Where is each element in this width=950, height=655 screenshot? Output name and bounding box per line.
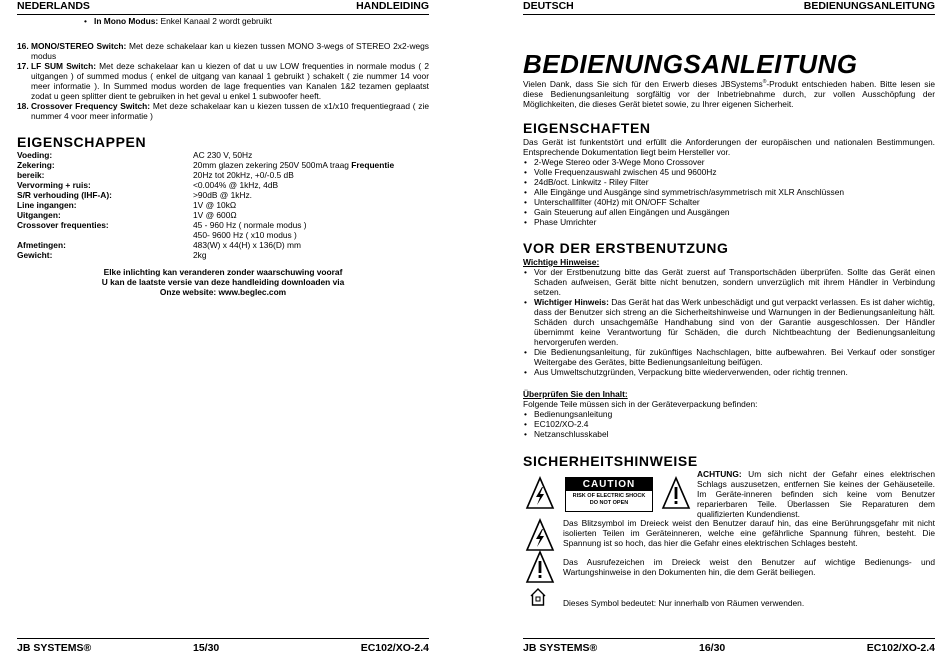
mono-mode-bullet — [83, 16, 429, 26]
item-18: 18. Crossover Frequency Switch: Met deze schakelaar kan u kiezen tussen de x1/x10 frequentiegraad ( zie nummer 4 voor meer informatie ) — [17, 101, 429, 121]
eigenschaften-intro: Das Gerät ist funkentstört und erfüllt die Anforderungen der europäischen und nationalen Bestimmungen. Entsprechende Dokumentation liegt beim Hersteller vor. — [523, 137, 935, 157]
hinweis-item: • Vor der Erstbenutzung bitte das Gerät zuerst auf Transportschäden überprüfen. Sollte das Gerät einen Schaden aufweisen, Gerät bitte nicht benutzen, sondern unverzüglich mit ihrem Händler in Verbindung setzen. — [523, 267, 935, 297]
feature-item: • Gain Steuerung auf allen Eingängen und Ausgängen — [523, 207, 935, 217]
caution-line: RISK OF ELECTRIC SHOCK — [572, 493, 646, 499]
header-section: HANDLEIDING — [356, 0, 429, 12]
blitz-paragraph: Das Blitzsymbol im Dreieck weist den Benutzer darauf hin, das eine Berührungsgefahr mit nicht isolierten Teilen im Geräteinneren, welche eine gefährliche Spannung führen, besteht. Die Spannung ist so hoch, das hier die Gefahr eines elektrischen Schlages besteht. — [563, 518, 935, 548]
mono-mode-label: In Mono Modus: — [94, 16, 159, 26]
spec-value: AC 230 V, 50Hz — [193, 150, 253, 160]
hinweis-item: • Wichtiger Hinweis: Das Gerät hat das Werk unbeschädigt und gut verpackt verlassen. Es ist daher wichtig, dass der Benutzer sich streng an die Sicherheitshinweise und Warnungen in der Bedienungsanleitung hält. Schäden durch unsachgemäße Handhabung sind von der Garantie ausgeschlossen. Der Händler übernimmt keine Verantwortung für Schäden, die durch Nichtbeachtung der Bedienungsanleitung hervorgerufen werden. — [523, 297, 935, 347]
achtung-paragraph: ACHTUNG: Um sich nicht der Gefahr eines elektrischen Schlags auszusetzen, entfernen Sie keines der Gehäuseteile. Im Geräte-inneren befinden sich keine vom Benutzer reparierbaren Teile. Überlassen Sie Reparaturen dem qualifizierten Kundendienst. — [697, 469, 935, 519]
notice-block — [17, 267, 429, 297]
header-language: DEUTSCH — [523, 0, 574, 12]
notice-line: U kan de laatste versie van deze handleiding downloaden via — [101, 277, 345, 287]
inhalt-item: • Bedienungsanleitung — [523, 409, 723, 419]
footer-model: EC102/XO-2.4 — [360, 642, 429, 654]
caution-line: DO NOT OPEN — [589, 500, 629, 506]
spec-row — [17, 170, 429, 180]
page-footer — [17, 638, 429, 653]
spec-key: Zekering: — [17, 160, 55, 170]
manual-title: BEDIENUNGSANLEITUNG — [523, 49, 858, 79]
spec-value: 450- 9600 Hz ( x10 modus ) — [193, 230, 297, 240]
inhalt-label: Überprüfen Sie den Inhalt: — [523, 389, 628, 399]
spec-row — [17, 250, 429, 260]
footer-model: EC102/XO-2.4 — [866, 642, 935, 654]
item-16: 16. MONO/STEREO Switch: Met deze schakelaar kan u kiezen tussen MONO 3-wegs of STEREO 2x2-wegs modus — [17, 41, 429, 61]
footer-brand: JB SYSTEMS® — [17, 642, 92, 654]
page-header — [17, 0, 429, 15]
spec-row — [17, 200, 429, 210]
caution-label-box — [565, 477, 653, 512]
spec-row — [17, 190, 429, 200]
erstbenutzung-heading: VOR DER ERSTBENUTZUNG — [523, 240, 729, 256]
notice-line: Onze website: www.beglec.com — [159, 287, 287, 297]
left-page — [17, 0, 429, 654]
spec-row — [17, 180, 429, 190]
specs-table — [17, 150, 429, 260]
sicherheit-heading: SICHERHEITSHINWEISE — [523, 453, 698, 469]
numbered-items — [17, 41, 429, 121]
eigenschaften-heading: EIGENSCHAFTEN — [523, 120, 651, 136]
spec-row — [17, 230, 429, 240]
footer-brand: JB SYSTEMS® — [523, 642, 598, 654]
spec-key: Voeding: — [17, 150, 53, 160]
inhalt-item: • EC102/XO-2.4 — [523, 419, 723, 429]
page-header — [523, 0, 935, 15]
spec-key — [17, 230, 193, 240]
feature-item: • Alle Eingänge und Ausgänge sind symmetrisch/asymmetrisch mit XLR Anschlüssen — [523, 187, 935, 197]
spec-key: Uitgangen: — [17, 210, 61, 220]
spec-key: Crossover frequenties: — [17, 220, 109, 230]
hinweise-label: Wichtige Hinweise: — [523, 257, 600, 267]
spec-value: 20Hz tot 20kHz, +0/-0.5 dB — [193, 170, 294, 180]
feature-item: • 2-Wege Stereo oder 3-Wege Mono Crossover — [523, 157, 935, 167]
spec-value: >90dB @ 1kHz. — [193, 190, 253, 200]
indoor-use-icon — [529, 587, 547, 607]
spec-value: 1V @ 600Ω — [193, 210, 237, 220]
inhalt-intro: Folgende Teile müssen sich in der Geräteverpackung befinden: — [523, 399, 758, 409]
page-footer — [523, 638, 935, 653]
spec-value: 45 - 960 Hz ( normale modus ) — [193, 220, 307, 230]
exclamation-warning-icon — [525, 550, 555, 584]
spec-value: 483(W) x 44(H) x 136(D) mm — [193, 240, 301, 250]
item-17: 17. LF SUM Switch: Met deze schakelaar kan u kiezen of dat u uw LOW frequenties in normale modus ( 2 uitgangen ) of summed modus ( enkel de uitgang van kanaal 1 gebruikt ) schakelt ( zie nummer 14 voor meer informatie ). In Summed modus worden de lage frequenties van Kanalen 1&2 tezamen geplaatst zodat u geen splitter dient te gebruiken in het geval u enkel 1 subwoofer heeft. — [17, 61, 429, 101]
spec-row — [17, 210, 429, 220]
inhalt-item: • Netzanschlusskabel — [523, 429, 723, 439]
hinweise-list — [523, 267, 935, 377]
feature-item: • Phase Umrichter — [523, 217, 935, 227]
spec-value: 1V @ 10kΩ — [193, 200, 237, 210]
lightning-warning-icon — [525, 476, 555, 510]
spec-key: bereik: — [17, 170, 45, 180]
ausruf-paragraph: Das Ausrufezeichen im Dreieck weist den Benutzer auf wichtige Bedienungs- und Wartungshinweise in den Dokumenten hin, die dem Gerät beiliegen. — [563, 557, 935, 577]
intro-paragraph: Vielen Dank, dass Sie sich für den Erwerb dieses JBSystems®-Produkt entschieden haben. Bitte lesen sie diese Bedienungsanleitung sorgfältig vor der Inbetriebnahme durch, zur vollen Ausschöpfung der Möglichkeiten, die dieses Gerät bietet sowie, zu Ihrer eigenen Sicherheit. — [523, 78, 935, 109]
footer-page-number: 16/30 — [699, 642, 726, 654]
footer-page-number: 15/30 — [193, 642, 220, 654]
spec-key: Vervorming + ruis: — [17, 180, 91, 190]
caution-title: CAUTION — [566, 478, 652, 491]
eigenschappen-heading: EIGENSCHAPPEN — [17, 134, 147, 150]
lightning-warning-icon — [525, 518, 555, 552]
spec-key: Afmetingen: — [17, 240, 66, 250]
spec-value: <0.004% @ 1kHz, 4dB — [193, 180, 279, 190]
right-page — [523, 0, 935, 654]
spec-row — [17, 150, 429, 160]
mono-mode-text: Enkel Kanaal 2 wordt gebruikt — [158, 16, 272, 26]
features-list — [523, 157, 935, 227]
spec-key: Line ingangen: — [17, 200, 77, 210]
exclamation-warning-icon — [661, 476, 691, 510]
inhalt-list — [523, 409, 723, 439]
spec-value: 2kg — [193, 250, 207, 260]
header-language: NEDERLANDS — [17, 0, 90, 12]
innen-paragraph: Dieses Symbol bedeutet: Nur innerhalb von Räumen verwenden. — [563, 598, 805, 608]
feature-item: • Volle Frequenzauswahl zwischen 45 und 9600Hz — [523, 167, 935, 177]
spec-value: 20mm glazen zekering 250V 500mA traag Frequentie — [193, 160, 395, 170]
header-section: BEDIENUNGSANLEITUNG — [803, 0, 935, 12]
feature-item: • 24dB/oct. Linkwitz - Riley Filter — [523, 177, 935, 187]
notice-line: Elke inlichting kan veranderen zonder waarschuwing vooraf — [103, 267, 343, 277]
spec-key: S/R verhouding (IHF-A): — [17, 190, 112, 200]
spec-row — [17, 240, 429, 250]
spec-row — [17, 160, 429, 170]
spec-row — [17, 220, 429, 230]
spec-key: Gewicht: — [17, 250, 53, 260]
hinweis-item: • Die Bedienungsanleitung, für zukünftiges Nachschlagen, bitte aufbewahren. Bei Verkauf oder sonstiger Weitergabe des Gerätes, bitte Bedienungsanleitung beifügen. — [523, 347, 935, 367]
hinweis-item: • Aus Umweltschutzgründen, Verpackung bitte wiederverwenden, oder richtig trennen. — [523, 367, 935, 377]
feature-item: • Unterschallfilter (40Hz) mit ON/OFF Schalter — [523, 197, 935, 207]
